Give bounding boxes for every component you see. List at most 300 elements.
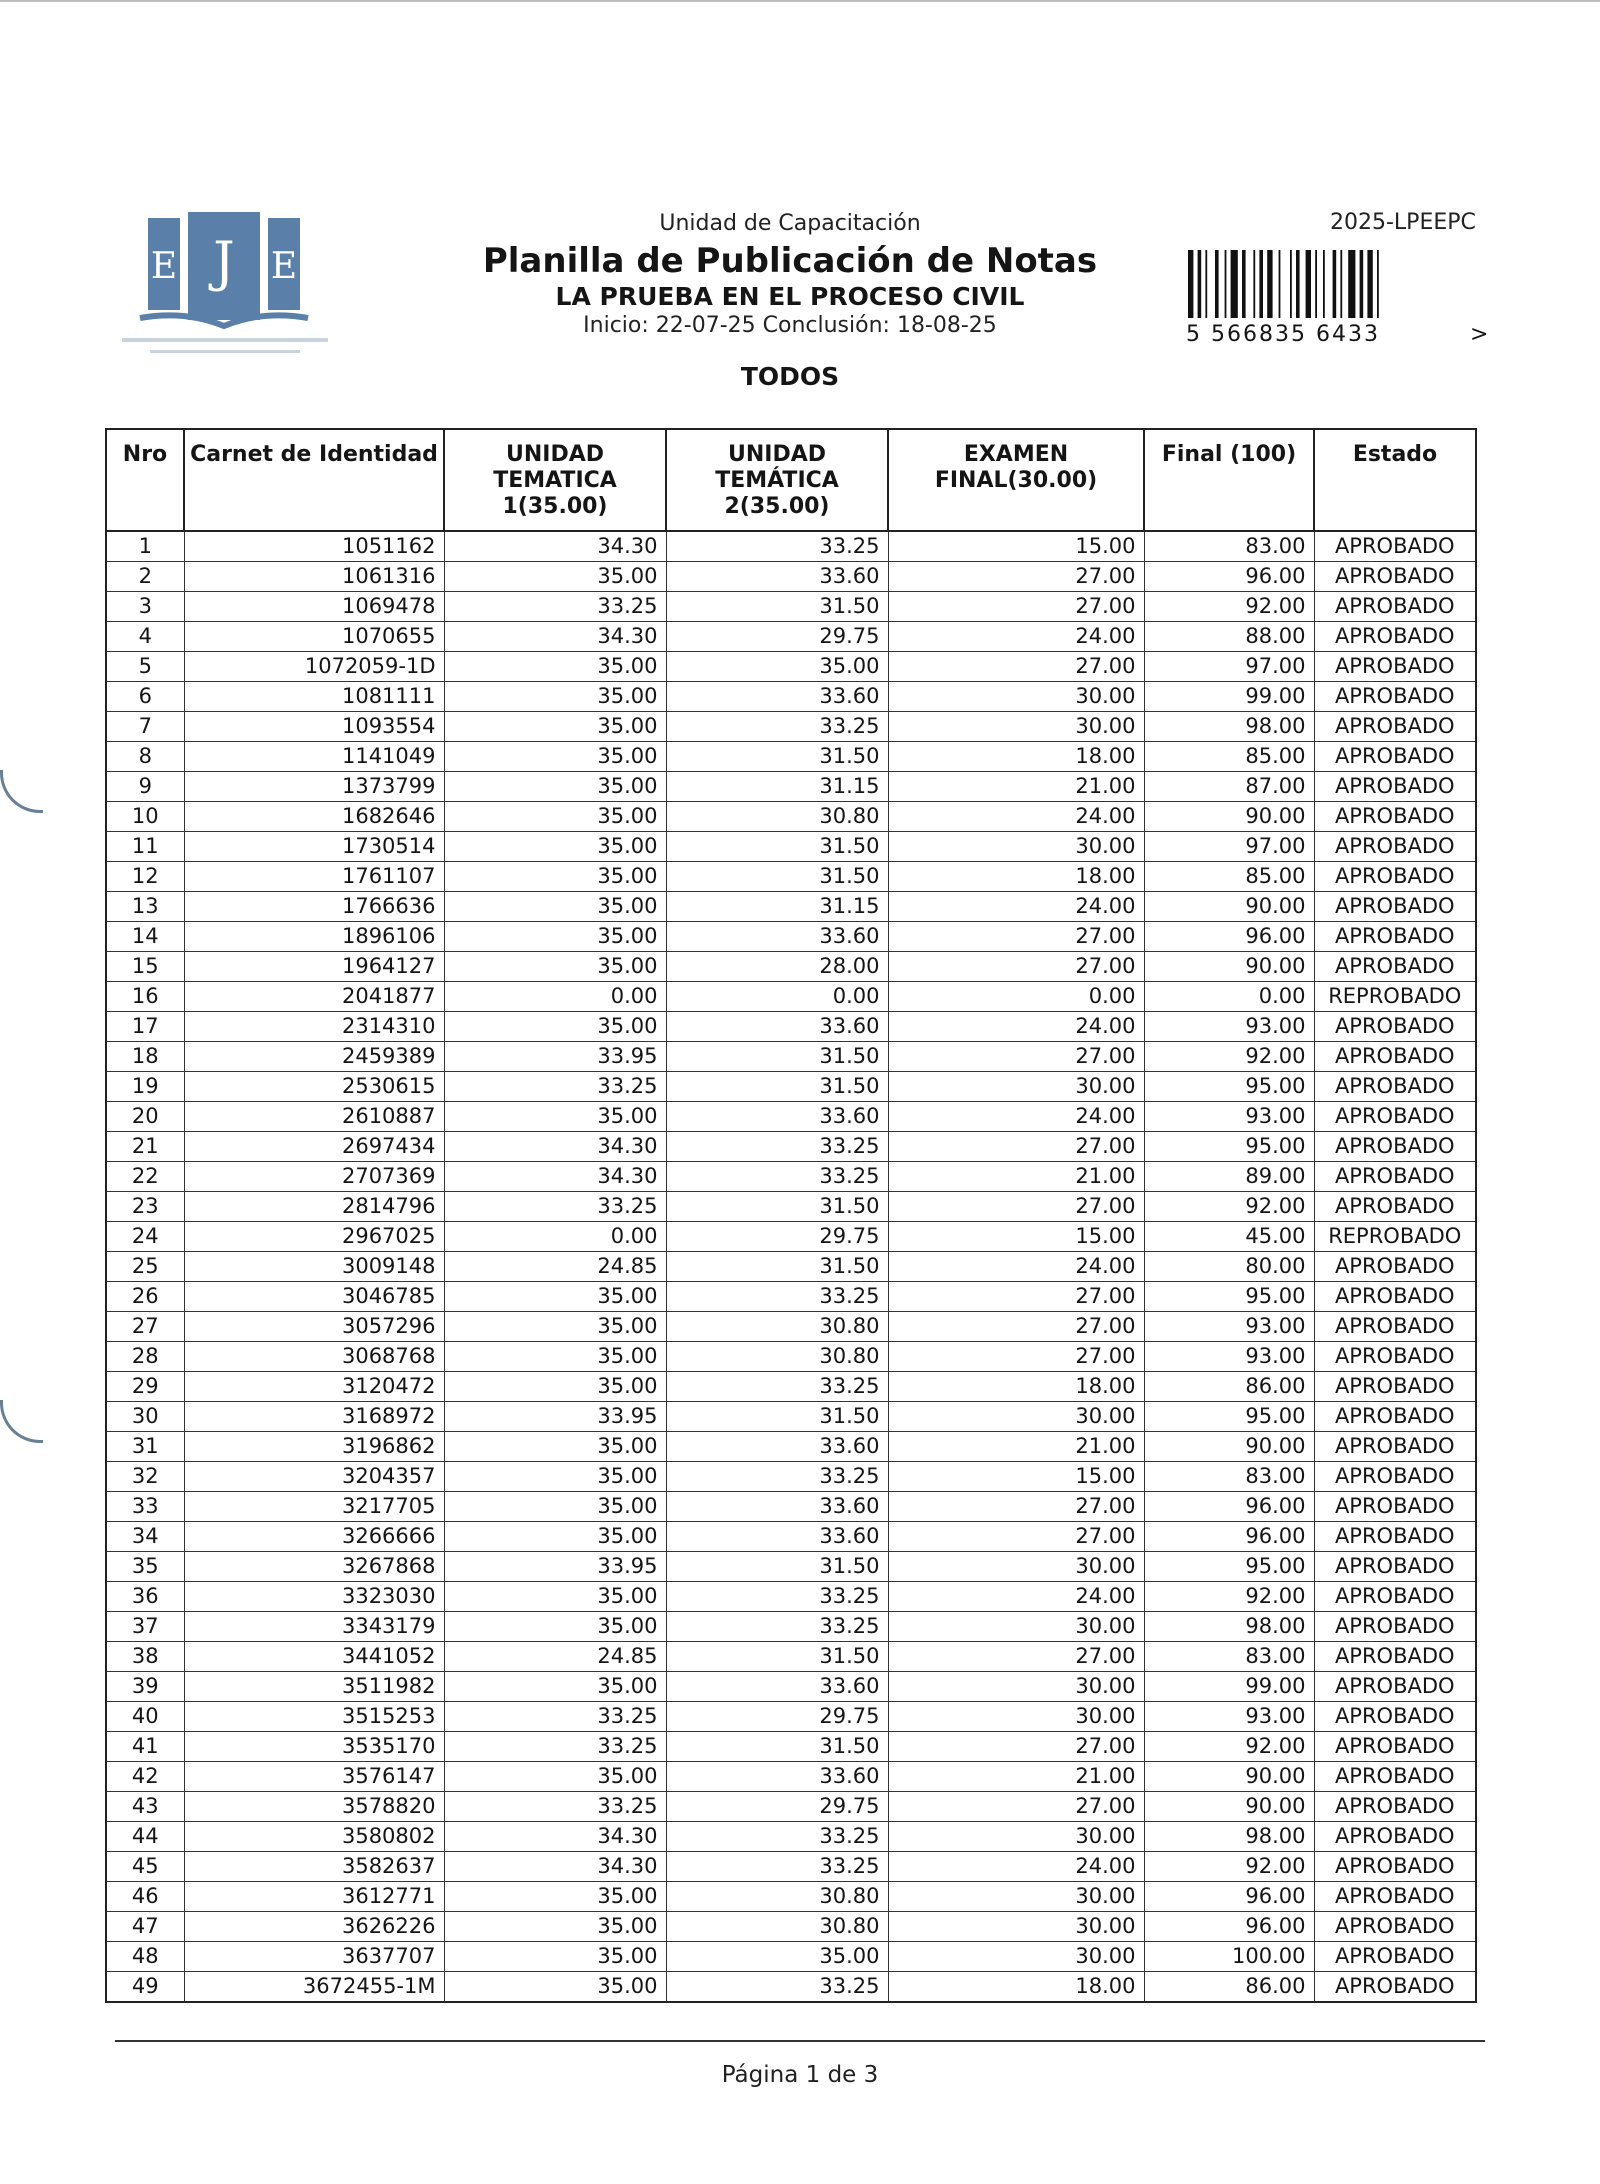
table-row [106, 982, 1476, 1012]
cell-estado: APROBADO [1314, 562, 1476, 592]
cell-unidad-2: 33.25 [666, 1582, 888, 1612]
barcode-bar [1306, 250, 1311, 318]
cell-unidad-2: 30.80 [666, 1342, 888, 1372]
cell-nro: 18 [106, 1042, 184, 1072]
cell-examen-final: 18.00 [888, 1972, 1144, 2003]
cell-estado: APROBADO [1314, 1102, 1476, 1132]
cell-unidad-2: 33.25 [666, 712, 888, 742]
cell-unidad-1: 24.85 [444, 1252, 666, 1282]
cell-estado: APROBADO [1314, 772, 1476, 802]
cell-carnet: 3515253 [184, 1702, 444, 1732]
cell-unidad-1: 33.25 [444, 1702, 666, 1732]
cell-final: 96.00 [1144, 562, 1314, 592]
cell-nro: 26 [106, 1282, 184, 1312]
col-header-unidad-1: UNIDAD TEMATICA 1(35.00) [444, 429, 666, 531]
cell-estado: APROBADO [1314, 1162, 1476, 1192]
scan-edge-line [0, 0, 1600, 2]
barcode-bar [1267, 250, 1272, 318]
cell-estado: APROBADO [1314, 802, 1476, 832]
cell-final: 97.00 [1144, 652, 1314, 682]
cell-examen-final: 15.00 [888, 531, 1144, 562]
table-row [106, 832, 1476, 862]
table-row [106, 1762, 1476, 1792]
table-row [106, 1432, 1476, 1462]
cell-carnet: 2610887 [184, 1102, 444, 1132]
cell-final: 90.00 [1144, 1762, 1314, 1792]
cell-unidad-1: 35.00 [444, 892, 666, 922]
table-row [106, 622, 1476, 652]
cell-carnet: 1730514 [184, 832, 444, 862]
cell-unidad-2: 33.25 [666, 1132, 888, 1162]
table-row [106, 1522, 1476, 1552]
cell-final: 89.00 [1144, 1162, 1314, 1192]
cell-estado: REPROBADO [1314, 1222, 1476, 1252]
barcode-bar [1259, 250, 1263, 318]
table-header-row [106, 429, 1476, 531]
cell-carnet: 3582637 [184, 1852, 444, 1882]
cell-unidad-2: 35.00 [666, 1942, 888, 1972]
cell-unidad-1: 35.00 [444, 802, 666, 832]
cell-final: 95.00 [1144, 1402, 1314, 1432]
cell-estado: APROBADO [1314, 922, 1476, 952]
cell-unidad-2: 33.60 [666, 1432, 888, 1462]
cell-estado: APROBADO [1314, 1852, 1476, 1882]
cell-estado: APROBADO [1314, 1192, 1476, 1222]
cell-examen-final: 21.00 [888, 1762, 1144, 1792]
cell-examen-final: 30.00 [888, 1912, 1144, 1942]
cell-unidad-2: 31.50 [666, 1402, 888, 1432]
cell-final: 96.00 [1144, 1882, 1314, 1912]
cell-final: 86.00 [1144, 1972, 1314, 2003]
col-header-examen-final: EXAMEN FINAL(30.00) [888, 429, 1144, 531]
cell-final: 95.00 [1144, 1132, 1314, 1162]
cell-unidad-2: 31.50 [666, 1192, 888, 1222]
cell-unidad-2: 33.25 [666, 1972, 888, 2003]
cell-nro: 9 [106, 772, 184, 802]
cell-final: 93.00 [1144, 1702, 1314, 1732]
cell-unidad-2: 30.80 [666, 1312, 888, 1342]
cell-unidad-1: 35.00 [444, 562, 666, 592]
barcode-bar [1188, 250, 1193, 318]
cell-carnet: 3057296 [184, 1312, 444, 1342]
cell-nro: 17 [106, 1012, 184, 1042]
cell-carnet: 3323030 [184, 1582, 444, 1612]
cell-estado: APROBADO [1314, 1942, 1476, 1972]
cell-examen-final: 27.00 [888, 1192, 1144, 1222]
cell-nro: 45 [106, 1852, 184, 1882]
cell-carnet: 1070655 [184, 622, 444, 652]
cell-nro: 42 [106, 1762, 184, 1792]
cell-unidad-1: 35.00 [444, 1762, 666, 1792]
page-number: Página 1 de 3 [721, 2062, 879, 2088]
punch-hole-mark [0, 1400, 43, 1443]
cell-estado: REPROBADO [1314, 982, 1476, 1012]
cell-estado: APROBADO [1314, 1762, 1476, 1792]
cell-nro: 1 [106, 531, 184, 562]
cell-carnet: 2530615 [184, 1072, 444, 1102]
cell-final: 98.00 [1144, 712, 1314, 742]
cell-estado: APROBADO [1314, 1042, 1476, 1072]
cell-estado: APROBADO [1314, 1552, 1476, 1582]
table-row [106, 1162, 1476, 1192]
cell-examen-final: 18.00 [888, 742, 1144, 772]
cell-examen-final: 24.00 [888, 1102, 1144, 1132]
table-row [106, 862, 1476, 892]
cell-estado: APROBADO [1314, 1882, 1476, 1912]
cell-estado: APROBADO [1314, 1672, 1476, 1702]
table-row [106, 1852, 1476, 1882]
cell-nro: 31 [106, 1432, 184, 1462]
grades-table-body [106, 531, 1476, 2002]
table-row [106, 1102, 1476, 1132]
cell-unidad-1: 35.00 [444, 1492, 666, 1522]
cell-estado: APROBADO [1314, 1822, 1476, 1852]
barcode-bar [1333, 250, 1337, 318]
cell-nro: 22 [106, 1162, 184, 1192]
cell-estado: APROBADO [1314, 1522, 1476, 1552]
course-name: LA PRUEBA EN EL PROCESO CIVIL [555, 282, 1025, 311]
cell-carnet: 1964127 [184, 952, 444, 982]
cell-unidad-1: 33.25 [444, 1792, 666, 1822]
table-row [106, 1792, 1476, 1822]
cell-examen-final: 30.00 [888, 1612, 1144, 1642]
cell-examen-final: 21.00 [888, 1162, 1144, 1192]
cell-final: 99.00 [1144, 1672, 1314, 1702]
footer-divider [115, 2040, 1485, 2042]
table-row [106, 1492, 1476, 1522]
table-row [106, 562, 1476, 592]
cell-unidad-1: 33.95 [444, 1552, 666, 1582]
cell-unidad-1: 33.25 [444, 1732, 666, 1762]
cell-unidad-2: 29.75 [666, 1792, 888, 1822]
barcode-digits: 5 566835 6433 [1186, 322, 1380, 347]
table-row [106, 1252, 1476, 1282]
cell-estado: APROBADO [1314, 1492, 1476, 1522]
svg-text:E: E [150, 246, 178, 287]
cell-nro: 43 [106, 1792, 184, 1822]
barcode-bar [1253, 250, 1255, 318]
cell-final: 93.00 [1144, 1342, 1314, 1372]
table-row [106, 682, 1476, 712]
cell-unidad-2: 30.80 [666, 1912, 888, 1942]
table-row [106, 1192, 1476, 1222]
cell-estado: APROBADO [1314, 1282, 1476, 1312]
cell-carnet: 2459389 [184, 1042, 444, 1072]
table-row [106, 952, 1476, 982]
cell-unidad-1: 0.00 [444, 1222, 666, 1252]
table-row [106, 1012, 1476, 1042]
cell-examen-final: 30.00 [888, 832, 1144, 862]
cell-carnet: 3441052 [184, 1642, 444, 1672]
cell-unidad-2: 33.60 [666, 922, 888, 952]
cell-unidad-2: 35.00 [666, 652, 888, 682]
cell-unidad-1: 35.00 [444, 1102, 666, 1132]
cell-unidad-2: 31.50 [666, 1042, 888, 1072]
table-row [106, 1132, 1476, 1162]
cell-nro: 4 [106, 622, 184, 652]
cell-final: 96.00 [1144, 1912, 1314, 1942]
cell-nro: 21 [106, 1132, 184, 1162]
cell-nro: 29 [106, 1372, 184, 1402]
document-code: 2025-LPEEPC [1330, 210, 1476, 235]
cell-unidad-1: 33.25 [444, 1192, 666, 1222]
table-row [106, 1882, 1476, 1912]
cell-unidad-2: 33.60 [666, 1492, 888, 1522]
cell-examen-final: 27.00 [888, 592, 1144, 622]
cell-examen-final: 27.00 [888, 1522, 1144, 1552]
cell-unidad-2: 33.60 [666, 1522, 888, 1552]
barcode-bar [1231, 250, 1238, 318]
cell-unidad-1: 35.00 [444, 1912, 666, 1942]
cell-final: 92.00 [1144, 1042, 1314, 1072]
cell-final: 80.00 [1144, 1252, 1314, 1282]
cell-unidad-1: 35.00 [444, 1582, 666, 1612]
col-header-carnet: Carnet de Identidad [184, 429, 444, 531]
punch-hole-mark [0, 770, 43, 813]
unit-name: Unidad de Capacitación [659, 211, 921, 236]
cell-unidad-2: 31.50 [666, 1642, 888, 1672]
cell-final: 97.00 [1144, 832, 1314, 862]
barcode-bar [1315, 250, 1317, 318]
cell-unidad-2: 31.50 [666, 1732, 888, 1762]
cell-examen-final: 30.00 [888, 1072, 1144, 1102]
cell-unidad-1: 35.00 [444, 862, 666, 892]
cell-examen-final: 27.00 [888, 952, 1144, 982]
cell-examen-final: 15.00 [888, 1222, 1144, 1252]
cell-nro: 41 [106, 1732, 184, 1762]
cell-final: 92.00 [1144, 592, 1314, 622]
table-row [106, 922, 1476, 952]
cell-unidad-2: 29.75 [666, 622, 888, 652]
cell-carnet: 2814796 [184, 1192, 444, 1222]
cell-unidad-2: 31.50 [666, 1072, 888, 1102]
table-row [106, 1222, 1476, 1252]
cell-examen-final: 27.00 [888, 1342, 1144, 1372]
cell-nro: 47 [106, 1912, 184, 1942]
cell-carnet: 1373799 [184, 772, 444, 802]
cell-nro: 30 [106, 1402, 184, 1432]
barcode-bar [1377, 250, 1379, 318]
table-row [106, 742, 1476, 772]
cell-carnet: 1141049 [184, 742, 444, 772]
cell-final: 93.00 [1144, 1102, 1314, 1132]
table-row [106, 1942, 1476, 1972]
cell-examen-final: 30.00 [888, 1942, 1144, 1972]
barcode-bar [1360, 250, 1364, 318]
cell-final: 95.00 [1144, 1072, 1314, 1102]
cell-estado: APROBADO [1314, 1642, 1476, 1672]
cell-unidad-2: 33.25 [666, 1162, 888, 1192]
cell-unidad-1: 35.00 [444, 952, 666, 982]
cell-estado: APROBADO [1314, 652, 1476, 682]
cell-estado: APROBADO [1314, 1402, 1476, 1432]
cell-estado: APROBADO [1314, 1702, 1476, 1732]
cell-final: 93.00 [1144, 1312, 1314, 1342]
cell-carnet: 3217705 [184, 1492, 444, 1522]
institution-logo [120, 210, 330, 360]
cell-final: 87.00 [1144, 772, 1314, 802]
cell-unidad-2: 33.25 [666, 1372, 888, 1402]
cell-nro: 15 [106, 952, 184, 982]
table-row [106, 1612, 1476, 1642]
cell-unidad-2: 31.50 [666, 742, 888, 772]
cell-carnet: 3637707 [184, 1942, 444, 1972]
cell-examen-final: 24.00 [888, 622, 1144, 652]
table-row [106, 1972, 1476, 2003]
cell-nro: 25 [106, 1252, 184, 1282]
cell-carnet: 1766636 [184, 892, 444, 922]
cell-final: 92.00 [1144, 1732, 1314, 1762]
table-row [106, 1372, 1476, 1402]
cell-unidad-1: 35.00 [444, 832, 666, 862]
cell-examen-final: 27.00 [888, 1492, 1144, 1522]
cell-unidad-1: 35.00 [444, 1942, 666, 1972]
cell-final: 85.00 [1144, 742, 1314, 772]
cell-unidad-2: 31.50 [666, 1252, 888, 1282]
cell-final: 90.00 [1144, 802, 1314, 832]
cell-estado: APROBADO [1314, 1252, 1476, 1282]
cell-unidad-1: 33.95 [444, 1402, 666, 1432]
cell-examen-final: 30.00 [888, 1402, 1144, 1432]
cell-final: 95.00 [1144, 1552, 1314, 1582]
cell-estado: APROBADO [1314, 1072, 1476, 1102]
cell-unidad-1: 35.00 [444, 742, 666, 772]
table-row [106, 1672, 1476, 1702]
cell-estado: APROBADO [1314, 832, 1476, 862]
cell-unidad-1: 35.00 [444, 1282, 666, 1312]
cell-carnet: 2697434 [184, 1132, 444, 1162]
cell-examen-final: 24.00 [888, 1582, 1144, 1612]
cell-carnet: 1081111 [184, 682, 444, 712]
cell-carnet: 1896106 [184, 922, 444, 952]
cell-unidad-1: 35.00 [444, 1432, 666, 1462]
cell-estado: APROBADO [1314, 862, 1476, 892]
cell-examen-final: 30.00 [888, 1702, 1144, 1732]
cell-unidad-1: 35.00 [444, 1372, 666, 1402]
cell-nro: 5 [106, 652, 184, 682]
cell-nro: 10 [106, 802, 184, 832]
cell-unidad-1: 34.30 [444, 1822, 666, 1852]
svg-text:J: J [213, 230, 235, 293]
table-row [106, 802, 1476, 832]
cell-carnet: 1072059-1D [184, 652, 444, 682]
cell-unidad-2: 31.15 [666, 892, 888, 922]
cell-carnet: 3068768 [184, 1342, 444, 1372]
cell-nro: 40 [106, 1702, 184, 1732]
cell-final: 88.00 [1144, 622, 1314, 652]
cell-estado: APROBADO [1314, 712, 1476, 742]
cell-unidad-1: 35.00 [444, 1522, 666, 1552]
cell-unidad-1: 35.00 [444, 682, 666, 712]
col-header-nro: Nro [106, 429, 184, 531]
cell-nro: 34 [106, 1522, 184, 1552]
cell-nro: 46 [106, 1882, 184, 1912]
cell-unidad-2: 33.60 [666, 562, 888, 592]
cell-final: 90.00 [1144, 1792, 1314, 1822]
cell-estado: APROBADO [1314, 1012, 1476, 1042]
cell-carnet: 3196862 [184, 1432, 444, 1462]
cell-estado: APROBADO [1314, 1462, 1476, 1492]
cell-carnet: 1761107 [184, 862, 444, 892]
cell-estado: APROBADO [1314, 682, 1476, 712]
cell-nro: 39 [106, 1672, 184, 1702]
table-row [106, 531, 1476, 562]
cell-estado: APROBADO [1314, 1132, 1476, 1162]
cell-final: 85.00 [1144, 862, 1314, 892]
table-row [106, 1582, 1476, 1612]
cell-carnet: 2967025 [184, 1222, 444, 1252]
cell-estado: APROBADO [1314, 1372, 1476, 1402]
table-row [106, 1342, 1476, 1372]
cell-examen-final: 27.00 [888, 562, 1144, 592]
cell-examen-final: 27.00 [888, 1282, 1144, 1312]
cell-carnet: 3168972 [184, 1402, 444, 1432]
cell-nro: 6 [106, 682, 184, 712]
table-row [106, 1732, 1476, 1762]
cell-examen-final: 24.00 [888, 892, 1144, 922]
cell-estado: APROBADO [1314, 1912, 1476, 1942]
cell-carnet: 3578820 [184, 1792, 444, 1822]
cell-nro: 14 [106, 922, 184, 952]
cell-unidad-1: 34.30 [444, 1162, 666, 1192]
cell-carnet: 3009148 [184, 1252, 444, 1282]
cell-unidad-2: 33.25 [666, 1852, 888, 1882]
cell-final: 98.00 [1144, 1612, 1314, 1642]
barcode-arrow-mark: > [1470, 322, 1489, 347]
cell-examen-final: 24.00 [888, 1012, 1144, 1042]
col-header-final: Final (100) [1144, 429, 1314, 531]
cell-carnet: 2314310 [184, 1012, 444, 1042]
cell-final: 95.00 [1144, 1282, 1314, 1312]
cell-estado: APROBADO [1314, 1972, 1476, 2003]
barcode-bar [1279, 250, 1281, 318]
cell-nro: 3 [106, 592, 184, 622]
svg-text:E: E [270, 246, 298, 287]
cell-unidad-2: 30.80 [666, 1882, 888, 1912]
cell-unidad-1: 35.00 [444, 652, 666, 682]
cell-unidad-2: 33.60 [666, 1762, 888, 1792]
cell-unidad-2: 0.00 [666, 982, 888, 1012]
cell-unidad-1: 0.00 [444, 982, 666, 1012]
barcode-bar [1348, 250, 1355, 318]
cell-nro: 11 [106, 832, 184, 862]
cell-carnet: 3046785 [184, 1282, 444, 1312]
cell-nro: 44 [106, 1822, 184, 1852]
table-row [106, 592, 1476, 622]
cell-carnet: 3612771 [184, 1882, 444, 1912]
cell-nro: 13 [106, 892, 184, 922]
barcode-bar [1290, 250, 1292, 318]
cell-final: 98.00 [1144, 1822, 1314, 1852]
cell-unidad-1: 35.00 [444, 1012, 666, 1042]
cell-examen-final: 30.00 [888, 1552, 1144, 1582]
table-row [106, 1072, 1476, 1102]
cell-nro: 2 [106, 562, 184, 592]
barcode-bar [1242, 250, 1246, 318]
cell-estado: APROBADO [1314, 531, 1476, 562]
cell-final: 96.00 [1144, 1522, 1314, 1552]
table-row [106, 1642, 1476, 1672]
table-row [106, 1402, 1476, 1432]
filter-label: TODOS [740, 362, 840, 391]
cell-final: 83.00 [1144, 1642, 1314, 1672]
cell-examen-final: 24.00 [888, 802, 1144, 832]
cell-final: 92.00 [1144, 1192, 1314, 1222]
cell-nro: 35 [106, 1552, 184, 1582]
cell-unidad-2: 33.25 [666, 1612, 888, 1642]
cell-estado: APROBADO [1314, 1432, 1476, 1462]
cell-estado: APROBADO [1314, 1612, 1476, 1642]
